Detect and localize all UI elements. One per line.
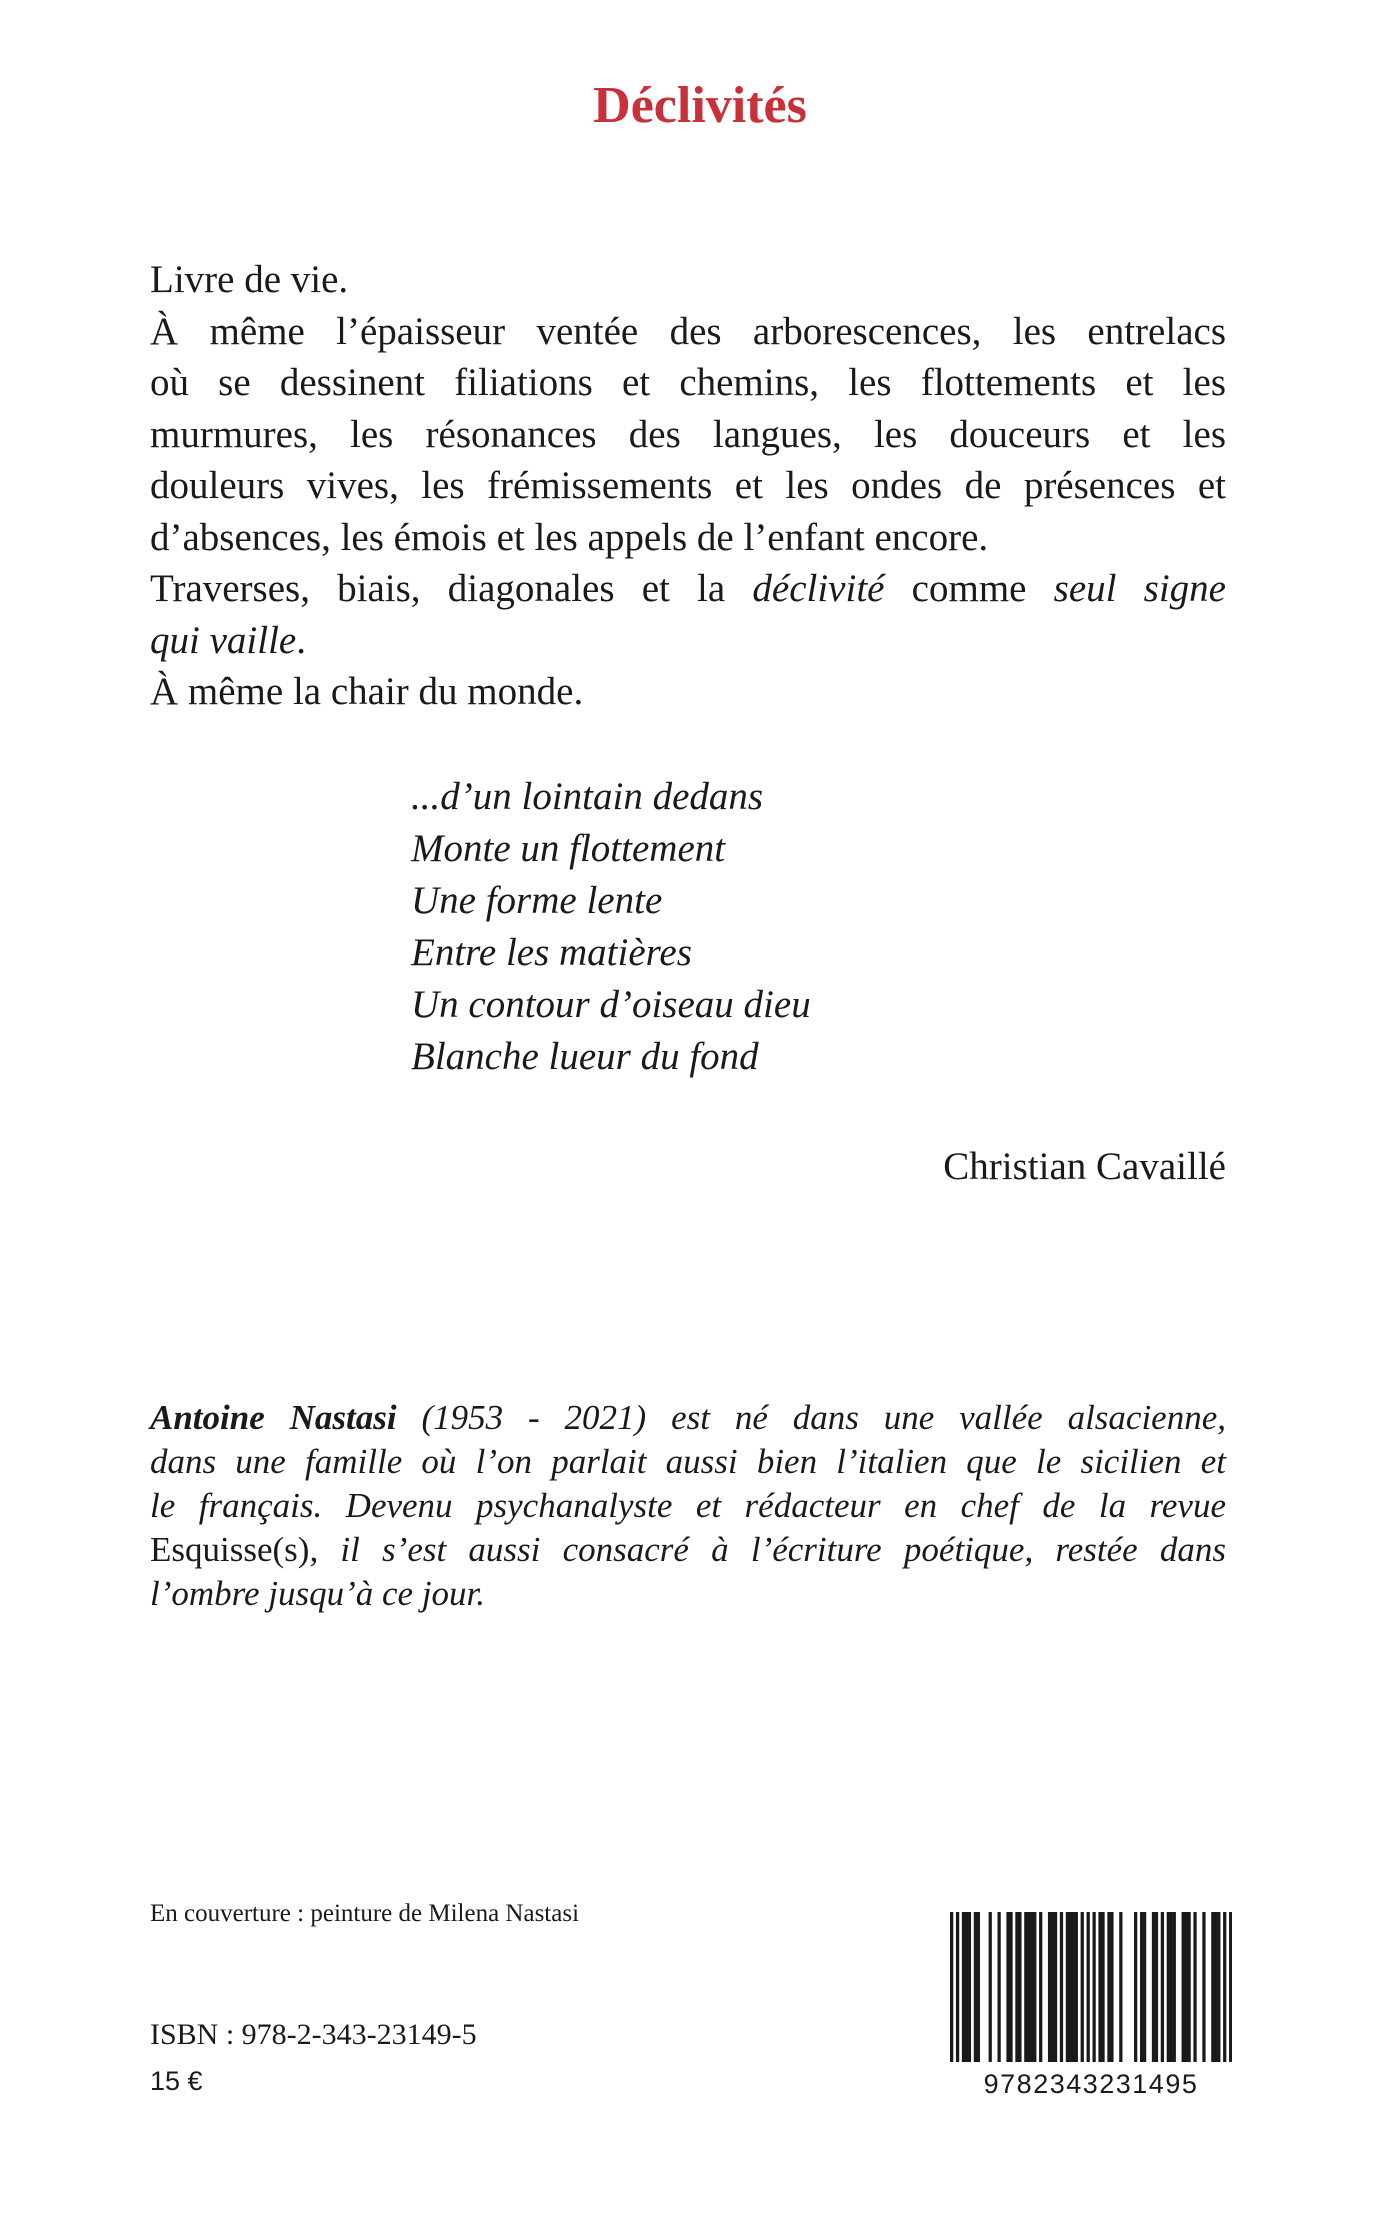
back-cover-blurb [150, 254, 1226, 718]
barcode-bar [1087, 1912, 1090, 2062]
blurb-line: d’absences, les émois et les appels de l’enfant encore. [150, 515, 989, 559]
blurb-line: douleurs vives, les frémissements et les ondes de présences et [150, 464, 1226, 507]
barcode-bar [956, 1912, 959, 2062]
blurb-signature: Christian Cavaillé [943, 1145, 1226, 1188]
barcode-bar [1075, 1912, 1078, 2062]
poem-line: Blanche lueur du fond [411, 1035, 759, 1078]
barcode-bar [1119, 1912, 1122, 2062]
barcode-bar [1092, 1912, 1095, 2062]
barcode-bar [1066, 1912, 1069, 2062]
bio-line: l’ombre jusqu’à ce jour. [150, 1574, 486, 1613]
barcode-bar [1140, 1912, 1143, 2062]
barcode-bar [1223, 1912, 1226, 2062]
bio-line [150, 1528, 1226, 1572]
barcode-bar [965, 1912, 968, 2062]
barcode-bar [977, 1912, 980, 2062]
isbn-barcode [950, 1912, 1232, 2098]
barcode-bar [1110, 1912, 1113, 2062]
barcode-bar [1030, 1912, 1033, 2062]
barcode-bar [1173, 1912, 1176, 2062]
barcode-bar [1054, 1912, 1057, 2062]
barcode-bar [1155, 1912, 1158, 2062]
barcode-bar [1081, 1912, 1084, 2062]
barcode-bar [974, 1912, 977, 2062]
price: 15 € [150, 2066, 203, 2096]
barcode-bar [989, 1912, 992, 2062]
book-title: Déclivités [593, 77, 807, 134]
barcode-bar [1143, 1912, 1146, 2062]
barcode-bar [1006, 1912, 1009, 2062]
barcode-bar [1214, 1912, 1217, 2062]
poem-line: Entre les matières [411, 931, 692, 974]
barcode-bar [968, 1912, 971, 2062]
barcode-bar [1107, 1912, 1110, 2062]
barcode-bar [1027, 1912, 1030, 2062]
barcode-bar [1098, 1912, 1101, 2062]
barcode-bar [962, 1912, 965, 2062]
barcode-digits: 9782343231495 [983, 2069, 1199, 2098]
cover-credit: En couverture : peinture de Milena Nastasi [150, 1900, 580, 1927]
poem-line: Monte un flottement [411, 827, 726, 870]
blurb-text: . [296, 618, 306, 662]
barcode-bar [1033, 1912, 1036, 2062]
poem-line: Un contour d’oiseau dieu [411, 983, 811, 1026]
author-biography [150, 1396, 1226, 1616]
blurb-emphasis: déclivité [752, 567, 885, 610]
barcode-bar [1170, 1912, 1173, 2062]
barcode-bar [1217, 1912, 1220, 2062]
blurb-text: comme [911, 567, 1027, 610]
poem-line: ...d’un lointain dedans [411, 775, 764, 818]
bio-line: dans une famille où l’on parlait aussi bien l’italien que le sicilien et [150, 1442, 1226, 1481]
bio-text: , il s’est aussi consacré à l’écriture poétique, restée dans [309, 1530, 1226, 1569]
barcode-bar [1167, 1912, 1170, 2062]
barcode-graphic [950, 1912, 1232, 2098]
barcode-bar [1193, 1912, 1196, 2062]
poem-excerpt [411, 771, 811, 1083]
journal-name: Esquisse(s) [150, 1530, 310, 1569]
barcode-bar [1051, 1912, 1054, 2062]
barcode-bar [1152, 1912, 1155, 2062]
blurb-line: À même l’épaisseur ventée des arborescences, les entrelacs [150, 309, 1226, 353]
barcode-bar [1069, 1912, 1072, 2062]
barcode-bar [997, 1912, 1000, 2062]
blurb-line: murmures, les résonances des langues, les douceurs et les [150, 412, 1226, 456]
blurb-emphasis: seul signe [1053, 567, 1226, 610]
blurb-text: Traverses, biais, diagonales et la [150, 567, 726, 610]
bio-text: (1953 - 2021) est né dans une vallée alsacienne, [421, 1398, 1226, 1437]
blurb-line-mixed [150, 563, 1226, 615]
barcode-bar [1048, 1912, 1051, 2062]
blurb-line: Livre de vie. [150, 258, 349, 301]
barcode-bar [1161, 1912, 1164, 2062]
barcode-bar [1211, 1912, 1214, 2062]
bio-line [150, 1396, 1226, 1440]
barcode-bar [1229, 1912, 1232, 2062]
barcode-bar [1024, 1912, 1027, 2062]
barcode-bar [1187, 1912, 1190, 2062]
barcode-bar [1101, 1912, 1104, 2062]
barcode-bar [1134, 1912, 1137, 2062]
barcode-bar [1015, 1912, 1018, 2062]
barcode-bar [1202, 1912, 1205, 2062]
barcode-bar [1039, 1912, 1042, 2062]
barcode-bar [1009, 1912, 1012, 2062]
barcode-bar [1018, 1912, 1021, 2062]
barcode-bar [1072, 1912, 1075, 2062]
barcode-bar [1185, 1912, 1188, 2062]
barcode-bar [950, 1912, 953, 2062]
blurb-line: où se dessinent filiations et chemins, les flottements et les [150, 361, 1226, 404]
bio-line: le français. Devenu psychanalyste et rédacteur en chef de la revue [150, 1486, 1226, 1525]
blurb-emphasis: qui vaille [150, 618, 297, 662]
blurb-line-mixed [150, 615, 1226, 667]
barcode-bar [1060, 1912, 1063, 2062]
poem-line: Une forme lente [411, 879, 663, 922]
blurb-line: À même la chair du monde. [150, 670, 584, 713]
author-name: Antoine Nastasi [150, 1398, 397, 1437]
barcode-bar [1182, 1912, 1185, 2062]
isbn: ISBN : 978-2-343-23149-5 [150, 2018, 477, 2051]
